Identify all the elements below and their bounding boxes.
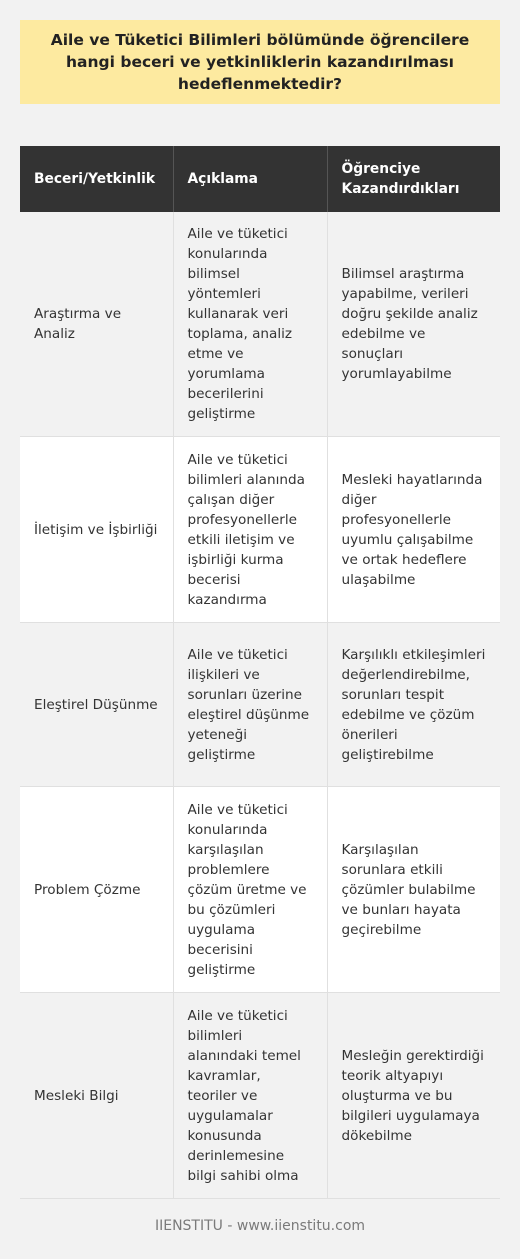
table-row — [20, 787, 500, 993]
footer-credit: IIENSTITU - www.iienstitu.com — [154, 1218, 366, 1234]
description-cell: Aile ve tüketici ilişkileri ve sorunları üzerine eleştirel düşünme yeteneği geliştirme — [173, 623, 327, 787]
gains-cell: Karşılaşılan sorunlara etkili çözümler bulabilme ve bunları hayata geçirebilme — [327, 787, 500, 993]
question-title: Aile ve Tüketici Bilimleri bölümünde öğrencilere hangi beceri ve yetkinliklerin kazandırılması hedeflenmektedir? — [50, 31, 470, 93]
gains-cell: Bilimsel araştırma yapabilme, verileri doğru şekilde analiz edebilme ve sonuçları yorumlayabilme — [327, 212, 500, 437]
column-header-skill: Beceri/Yetkinlik — [20, 146, 173, 212]
question-box — [20, 20, 500, 104]
table-row — [20, 437, 500, 623]
column-header-gains: Öğrenciye Kazandırdıkları — [327, 146, 500, 212]
skills-table — [20, 146, 500, 1199]
table-header-row — [20, 146, 500, 212]
skill-cell: Eleştirel Düşünme — [20, 623, 173, 787]
description-cell: Aile ve tüketici bilimleri alanında çalışan diğer profesyonellerle etkili iletişim ve işbirliği kurma becerisi kazandırma — [173, 437, 327, 623]
table-row — [20, 212, 500, 437]
description-cell: Aile ve tüketici konularında karşılaşılan problemlere çözüm üretme ve bu çözümleri uygulama becerisini geliştirme — [173, 787, 327, 993]
gains-cell: Mesleki hayatlarında diğer profesyonellerle uyumlu çalışabilme ve ortak hedeflere ulaşabilme — [327, 437, 500, 623]
skill-cell: Mesleki Bilgi — [20, 993, 173, 1199]
table-row — [20, 623, 500, 787]
skill-cell: Problem Çözme — [20, 787, 173, 993]
description-cell: Aile ve tüketici bilimleri alanındaki temel kavramlar, teoriler ve uygulamalar konusunda derinlemesine bilgi sahibi olma — [173, 993, 327, 1199]
gains-cell: Mesleğin gerektirdiği teorik altyapıyı oluşturma ve bu bilgileri uygulamaya dökebilme — [327, 993, 500, 1199]
gains-cell: Karşılıklı etkileşimleri değerlendirebilme, sorunları tespit edebilme ve çözüm önerileri geliştirebilme — [327, 623, 500, 787]
table-row — [20, 993, 500, 1199]
column-header-description: Açıklama — [173, 146, 327, 212]
description-cell: Aile ve tüketici konularında bilimsel yöntemleri kullanarak veri toplama, analiz etme ve yorumlama becerilerini geliştirme — [173, 212, 327, 437]
skill-cell: Araştırma ve Analiz — [20, 212, 173, 437]
skill-cell: İletişim ve İşbirliği — [20, 437, 173, 623]
